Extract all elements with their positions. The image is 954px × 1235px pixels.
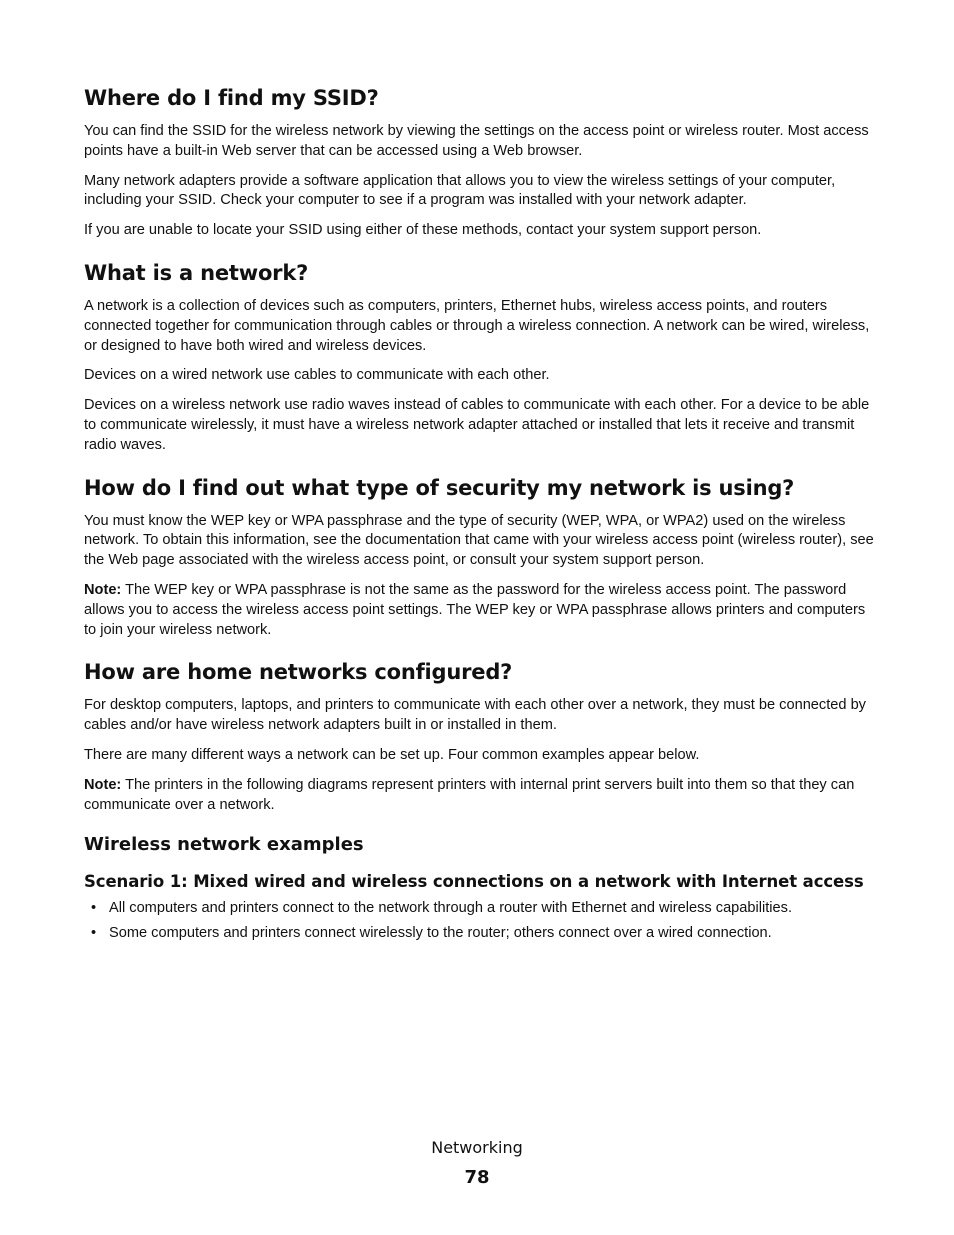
paragraph: You must know the WEP key or WPA passphrase and the type of security (WEP, WPA, or WPA2) used on the wireless network. To obtain this information, see the documentation that came with your wireless access point (wireless router), see the Web page associated with the wireless access point, or consult your system support person. bbox=[84, 512, 874, 569]
list-item bbox=[84, 924, 874, 944]
note-label: Note: bbox=[84, 581, 122, 598]
note bbox=[84, 776, 874, 816]
note-label: Note: bbox=[84, 776, 122, 793]
section-network bbox=[84, 259, 874, 456]
paragraph: For desktop computers, laptops, and printers to communicate with each other over a network, they must be connected by cables and/or have wireless network adapters built in or installed in them. bbox=[84, 697, 866, 734]
note bbox=[84, 581, 874, 640]
footer-chapter-label: Networking bbox=[431, 1138, 523, 1157]
heading-ssid: Where do I find my SSID? bbox=[84, 86, 379, 110]
note-text: The printers in the following diagrams represent printers with internal print servers built into them so that they can communicate over a network. bbox=[84, 776, 855, 813]
paragraph: Devices on a wired network use cables to communicate with each other. bbox=[84, 367, 550, 384]
heading-what-is-network: What is a network? bbox=[84, 260, 309, 285]
paragraph: Devices on a wireless network use radio waves instead of cables to communicate with each other. For a device to be able to communicate wirelessly, it must have a wireless network adapter attached or installed that lets it receive and transmit radio waves. bbox=[84, 397, 870, 453]
paragraph: A network is a collection of devices such as computers, printers, Ethernet hubs, wireless access points, and routers connected together for communication through cables or through a wireless connection. A network can be wired, wireless, or designed to have both wired and wireless devices. bbox=[84, 297, 870, 354]
page-footer bbox=[0, 1137, 954, 1191]
heading-security-type: How do I find out what type of security my network is using? bbox=[84, 475, 795, 500]
heading-home-networks: How are home networks configured? bbox=[84, 660, 513, 685]
scenario-heading: Scenario 1: Mixed wired and wireless connections on a network with Internet access bbox=[84, 872, 864, 892]
section-security bbox=[84, 474, 874, 641]
bullet-list bbox=[84, 899, 874, 944]
paragraph: You can find the SSID for the wireless network by viewing the settings on the access point or wireless router. Most access points have a built-in Web server that can be accessed using a Web browser. bbox=[84, 123, 869, 159]
subheading-wireless-examples: Wireless network examples bbox=[84, 834, 364, 856]
list-item-text: All computers and printers connect to the network through a router with Ethernet and wireless capabilities. bbox=[109, 900, 793, 917]
bullet-icon: • bbox=[91, 925, 97, 942]
list-item-text: Some computers and printers connect wirelessly to the router; others connect over a wired connection. bbox=[109, 925, 772, 942]
paragraph: There are many different ways a network can be set up. Four common examples appear below. bbox=[84, 746, 700, 763]
paragraph: Many network adapters provide a software application that allows you to view the wireless settings of your computer, including your SSID. Check your computer to see if a program was installed with your network adapter. bbox=[84, 172, 836, 209]
section-home-networks bbox=[84, 658, 874, 815]
paragraph: If you are unable to locate your SSID using either of these methods, contact your system support person. bbox=[84, 222, 762, 239]
list-item bbox=[84, 899, 874, 919]
bullet-icon: • bbox=[91, 900, 97, 917]
document-page bbox=[84, 84, 874, 949]
section-ssid bbox=[84, 84, 874, 241]
note-text: The WEP key or WPA passphrase is not the same as the password for the wireless access point. The password allows you to access the wireless access point settings. The WEP key or WPA passphrase allows printers and computers to join your wireless network. bbox=[84, 581, 866, 638]
page-number: 78 bbox=[464, 1167, 490, 1188]
